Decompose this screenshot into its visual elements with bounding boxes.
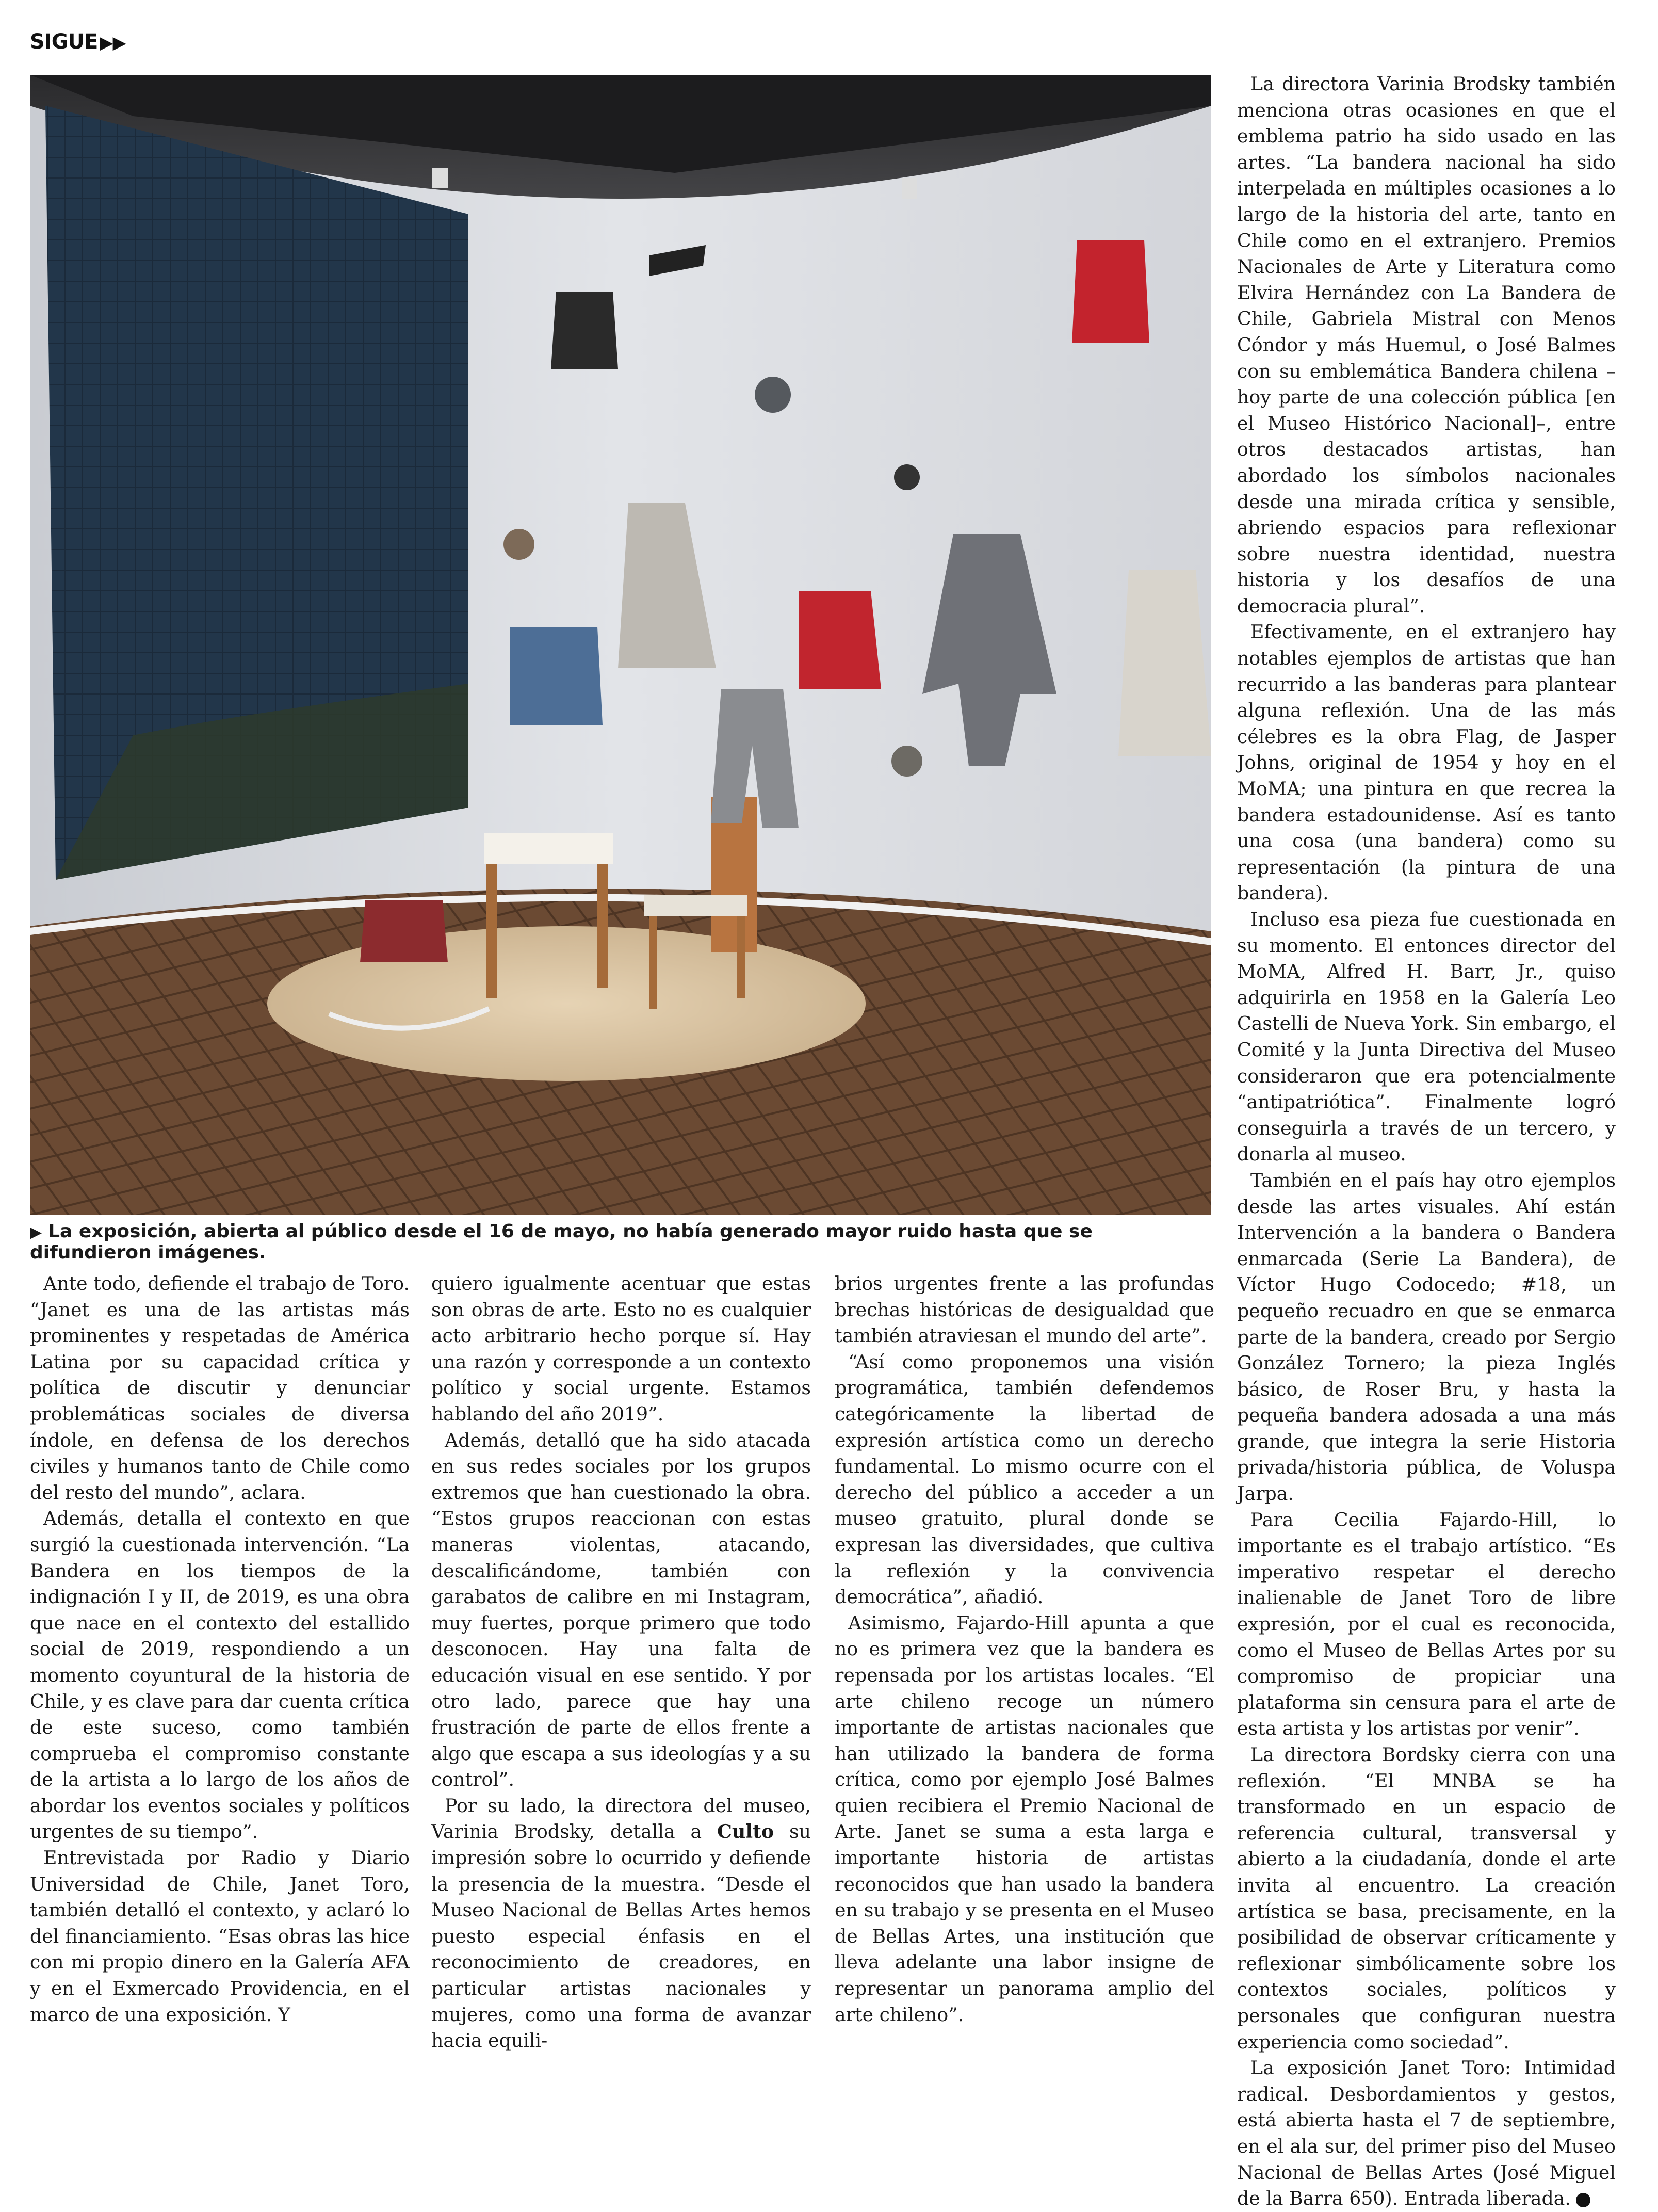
paragraph: Incluso esa pieza fue cuestionada en su momento. El entonces director del MoMA, Alfred H. Barr, Jr., quiso adquirirla en 1958 en la Galería Leo Castelli de Nueva York. Sin embargo, el Comité y la Junta Directiva del Museo consideraron que era potencialmente “antipatriótica”. Finalmente logró conseguirla a través de un tercero, y donarla al museo. <box>1237 908 1616 1166</box>
publication-name: Culto <box>717 1820 774 1843</box>
caption-text: La exposición, abierta al público desde el 16 de mayo, no había generado mayor ruido hasta que se difundieron imágenes. <box>30 1221 1093 1263</box>
double-arrow-icon: ▶▶ <box>100 33 126 53</box>
article-column-2 <box>431 1271 811 2054</box>
continue-marker <box>30 30 126 54</box>
paragraph: Efectivamente, en el extranjero hay notables ejemplos de artistas que han recurrido a las banderas para plantear alguna reflexión. Una de las más célebres es la obra Flag, de Jasper Johns, original de 1954 y hoy en el MoMA; una pintura en que recrea la bandera estadounidense. Así es tanto una cosa (una bandera) como su representación (la pintura de una bandera). <box>1237 621 1616 905</box>
paragraph: Para Cecilia Fajardo-Hill, lo importante es el trabajo artístico. “Es imperativo respetar el derecho inalienable de Janet Toro de libre expresión, por el cual es reconocida, como el Museo de Bellas Artes por su compromiso de propiciar una plataforma sin censura para el arte de esta artista y los artistas por venir”. <box>1237 1508 1616 1740</box>
paragraph <box>1237 2055 1616 2212</box>
gallery-installation-image <box>30 75 1211 1215</box>
paragraph-start: Por su lado, la directora del museo, Varinia Brodsky, detalla a <box>431 1794 811 1843</box>
caption-arrow-icon: ▶ <box>30 1223 42 1241</box>
paragraph: brios urgentes frente a las profundas brechas históricas de desigualdad que también atraviesan el mundo del arte”. <box>835 1272 1214 1347</box>
article-column-1 <box>30 1271 410 2028</box>
paragraph: La directora Varinia Brodsky también menciona otras ocasiones en que el emblema patrio ha sido usado en las artes. “La bandera nacional ha sido interpelada en múltiples ocasiones a lo largo de la historia del arte, tanto en Chile como en el extranjero. Premios Nacionales de Arte y Literatura como Elvira Hernández con La Bandera de Chile, Gabriela Mistral con Menos Cóndor y más Huemul, o José Balmes con su emblemática Bandera chilena –hoy parte de una colección pública [en el Museo Histórico Nacional]–, entre otros destacados artistas, han abordado los símbolos nacionales desde una mirada crítica y sensible, abriendo espacios para reflexionar sobre nuestra identidad, nuestra historia y los desafíos de una democracia plural”. <box>1237 73 1616 617</box>
paragraph: La directora Bordsky cierra con una reflexión. “El MNBA se ha transformado en un espacio de referencia cultural, transversal y abierto a la ciudadanía, donde el arte invita al encuentro. La creación artística se basa, precisamente, en la posibilidad de observar críticamente y reflexionar simbólicamente sobre los contextos sociales, políticos y personales que configuran nuestra experiencia como sociedad”. <box>1237 1743 1616 2053</box>
paragraph: Ante todo, defiende el trabajo de Toro. “Janet es una de las artistas más prominentes y respetadas de América Latina por su capacidad crítica y política de discutir y denunciar problemáticas sociales de diversa índole, en defensa de los derechos civiles y humanos tanto de Chile como del resto del mundo”, aclara. <box>30 1272 410 1504</box>
paragraph: “Así como proponemos una visión programática, también defendemos categóricamente la libertad de expresión artística como un derecho fundamental. Lo mismo ocurre con el derecho del público a acceder a un museo gratuito, plural donde se expresan las diversidades, que cultiva la reflexión y la convivencia democrática”, añadió. <box>835 1350 1214 1608</box>
paragraph-end: su impresión sobre lo ocurrido y defiende la presencia de la muestra. “Desde el Museo Nacional de Bellas Artes hemos puesto especial énfasis en el reconocimiento de creadores, en particular artistas nacionales y mujeres, como una forma de avanzar hacia equili- <box>431 1820 811 2052</box>
end-mark-icon <box>1576 2193 1590 2207</box>
article-column-4 <box>1237 71 1616 2212</box>
paragraph <box>431 1793 811 2054</box>
photo-caption <box>30 1221 1216 1263</box>
closing-paragraph: La exposición Janet Toro: Intimidad radical. Desbordamientos y gestos, está abierta hasta el 7 de septiembre, en el ala sur, del primer piso del Museo Nacional de Bellas Artes (José Miguel de la Barra 650). Entrada liberada. <box>1237 2057 1616 2210</box>
continue-label: SIGUE <box>30 30 98 54</box>
paragraph: Además, detalló que ha sido atacada en sus redes sociales por los grupos extremos que han cuestionado la obra. “Estos grupos reaccionan con estas maneras violentas, atacando, descalificándome, también con garabatos de calibre en mi Instagram, muy fuertes, porque primero que todo desconocen. Hay una falta de educación visual en ese sentido. Y por otro lado, parece que hay una frustración de parte de ellos frente a algo que escapa a sus ideologías y a su control”. <box>431 1429 811 1791</box>
paragraph: Además, detalla el contexto en que surgió la cuestionada intervención. “La Bandera en los tiempos de la indignación I y II, de 2019, es una obra que nace en el contexto del estallido social de 2019, respondiendo a un momento coyuntural de la historia de Chile, y es clave para dar cuenta crítica de este suceso, como también comprueba el compromiso constante de la artista a lo largo de los años de abordar los eventos sociales y políticos urgentes de su tiempo”. <box>30 1507 410 1843</box>
paragraph: Entrevistada por Radio y Diario Universidad de Chile, Janet Toro, también detalló el contexto, y aclaró lo del financiamiento. “Esas obras las hice con mi propio dinero en la Galería AFA y en el Exmercado Providencia, en el marco de una exposición. Y <box>30 1847 410 2026</box>
paragraph: También en el país hay otro ejemplos desde las artes visuales. Ahí están Intervención a la bandera o Bandera enmarcada (Serie La Bandera), de Víctor Hugo Codocedo; #18, un pequeño recuadro en que se enmarca parte de la bandera, creado por Sergio González Tornero; la pieza Inglés básico, de Roser Bru, y hasta la pequeña bandera adosada a una más grande, que integra la serie Historia privada/historia pública, de Voluspa Jarpa. <box>1237 1169 1616 1505</box>
paragraph: quiero igualmente acentuar que estas son obras de arte. Esto no es cualquier acto arbitrario hecho porque sí. Hay una razón y corresponde a un contexto político y social urgente. Estamos hablando del año 2019”. <box>431 1272 811 1425</box>
paragraph: Asimismo, Fajardo-Hill apunta a que no es primera vez que la bandera es repensada por los artistas locales. “El arte chileno recoge un número importante de artistas nacionales que han utilizado la bandera de forma crítica, como por ejemplo José Balmes quien recibiera el Premio Nacional de Arte. Janet se suma a esta larga e importante historia de artistas reconocidos que han usado la bandera en su trabajo y se presenta en el Museo de Bellas Artes, una institución que lleva adelante una labor insigne de representar un panorama amplio del arte chileno”. <box>835 1611 1214 2026</box>
exhibition-photo <box>30 75 1211 1215</box>
article-column-3 <box>835 1271 1214 2028</box>
